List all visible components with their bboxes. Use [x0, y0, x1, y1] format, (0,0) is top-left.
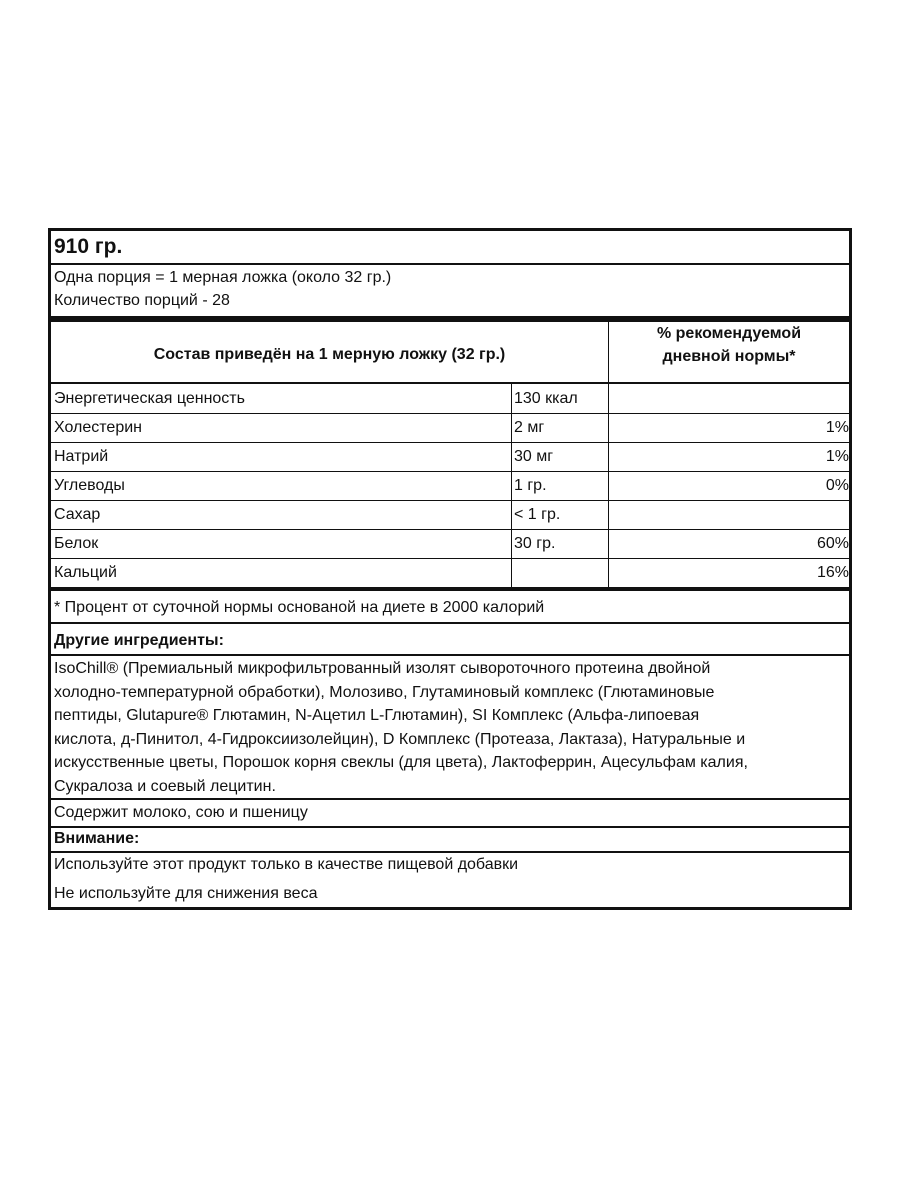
divider	[51, 851, 849, 853]
nutrient-amount: 30 гр.	[514, 535, 556, 552]
nutrient-name: Холестерин	[54, 419, 142, 436]
nutrient-daily-value: 60%	[816, 535, 849, 552]
row-divider	[51, 558, 849, 559]
warning-title: Внимание:	[54, 830, 140, 847]
nutrient-daily-value: 1%	[825, 419, 849, 436]
footnote: * Процент от суточной нормы основаной на диете в 2000 калорий	[54, 599, 545, 616]
thick-divider	[51, 587, 849, 591]
nutrient-daily-value: 16%	[816, 564, 849, 581]
ingredients-line: пептиды, Glutapure® Глютамин, N-Ацетил L-Глютамин), SI Комплекс (Альфа-липоевая	[54, 707, 700, 724]
divider	[51, 826, 849, 828]
serving-size: Одна порция = 1 мерная ложка (около 32 гр.)	[54, 269, 392, 286]
composition-header: Состав приведён на 1 мерную ложку (32 гр.)	[153, 346, 506, 363]
daily-value-header-line2: дневной нормы*	[662, 348, 796, 365]
row-divider	[51, 413, 849, 414]
row-divider	[51, 529, 849, 530]
nutrition-label	[48, 228, 852, 910]
nutrient-amount: 1 гр.	[514, 477, 547, 494]
nutrient-name: Сахар	[54, 506, 101, 523]
ingredients-line: холодно-температурной обработки), Молозиво, Глутаминовый комплекс (Глютаминовые	[54, 683, 715, 701]
servings-count: Количество порций - 28	[54, 292, 230, 309]
nutrient-amount: < 1 гр.	[514, 506, 561, 523]
divider	[51, 798, 849, 800]
column-divider	[511, 384, 512, 587]
warning-line: Не используйте для снижения веса	[54, 885, 318, 902]
row-divider	[51, 471, 849, 472]
divider	[51, 382, 849, 384]
column-divider	[608, 384, 609, 587]
divider	[51, 654, 849, 656]
other-ingredients-title: Другие ингредиенты:	[54, 632, 224, 649]
nutrient-amount: 2 мг	[514, 419, 545, 436]
warning-line: Используйте этот продукт только в качестве пищевой добавки	[54, 856, 519, 873]
divider	[51, 263, 849, 265]
divider	[51, 622, 849, 624]
nutrient-amount: 130 ккал	[514, 390, 578, 407]
ingredients-line: IsoChill® (Премиальный микрофильтрованный изолят сывороточного протеина двойной	[54, 660, 711, 677]
nutrient-amount: 30 мг	[514, 448, 554, 465]
allergen-info: Содержит молоко, сою и пшеницу	[54, 804, 308, 821]
row-divider	[51, 500, 849, 501]
nutrient-name: Натрий	[54, 448, 109, 465]
row-divider	[51, 442, 849, 443]
daily-value-header-line1: % рекомендуемой	[656, 325, 802, 342]
nutrient-daily-value: 0%	[825, 477, 849, 494]
nutrient-daily-value: 1%	[825, 448, 849, 465]
ingredients-line: Сукралоза и соевый лецитин.	[54, 777, 276, 795]
net-weight: 910 гр.	[54, 235, 123, 258]
nutrient-name: Белок	[54, 535, 99, 552]
nutrient-name: Углеводы	[54, 477, 125, 494]
ingredients-line: искусственные цветы, Порошок корня свеклы (для цвета), Лактоферрин, Ацесульфам калия,	[54, 754, 748, 771]
nutrient-name: Энергетическая ценность	[54, 390, 245, 407]
nutrient-name: Кальций	[54, 564, 117, 581]
thick-divider	[51, 316, 849, 322]
ingredients-line: кислота, д-Пинитол, 4-Гидроксиизолейцин), D Комплекс (Протеаза, Лактаза), Натуральные и	[54, 730, 746, 748]
